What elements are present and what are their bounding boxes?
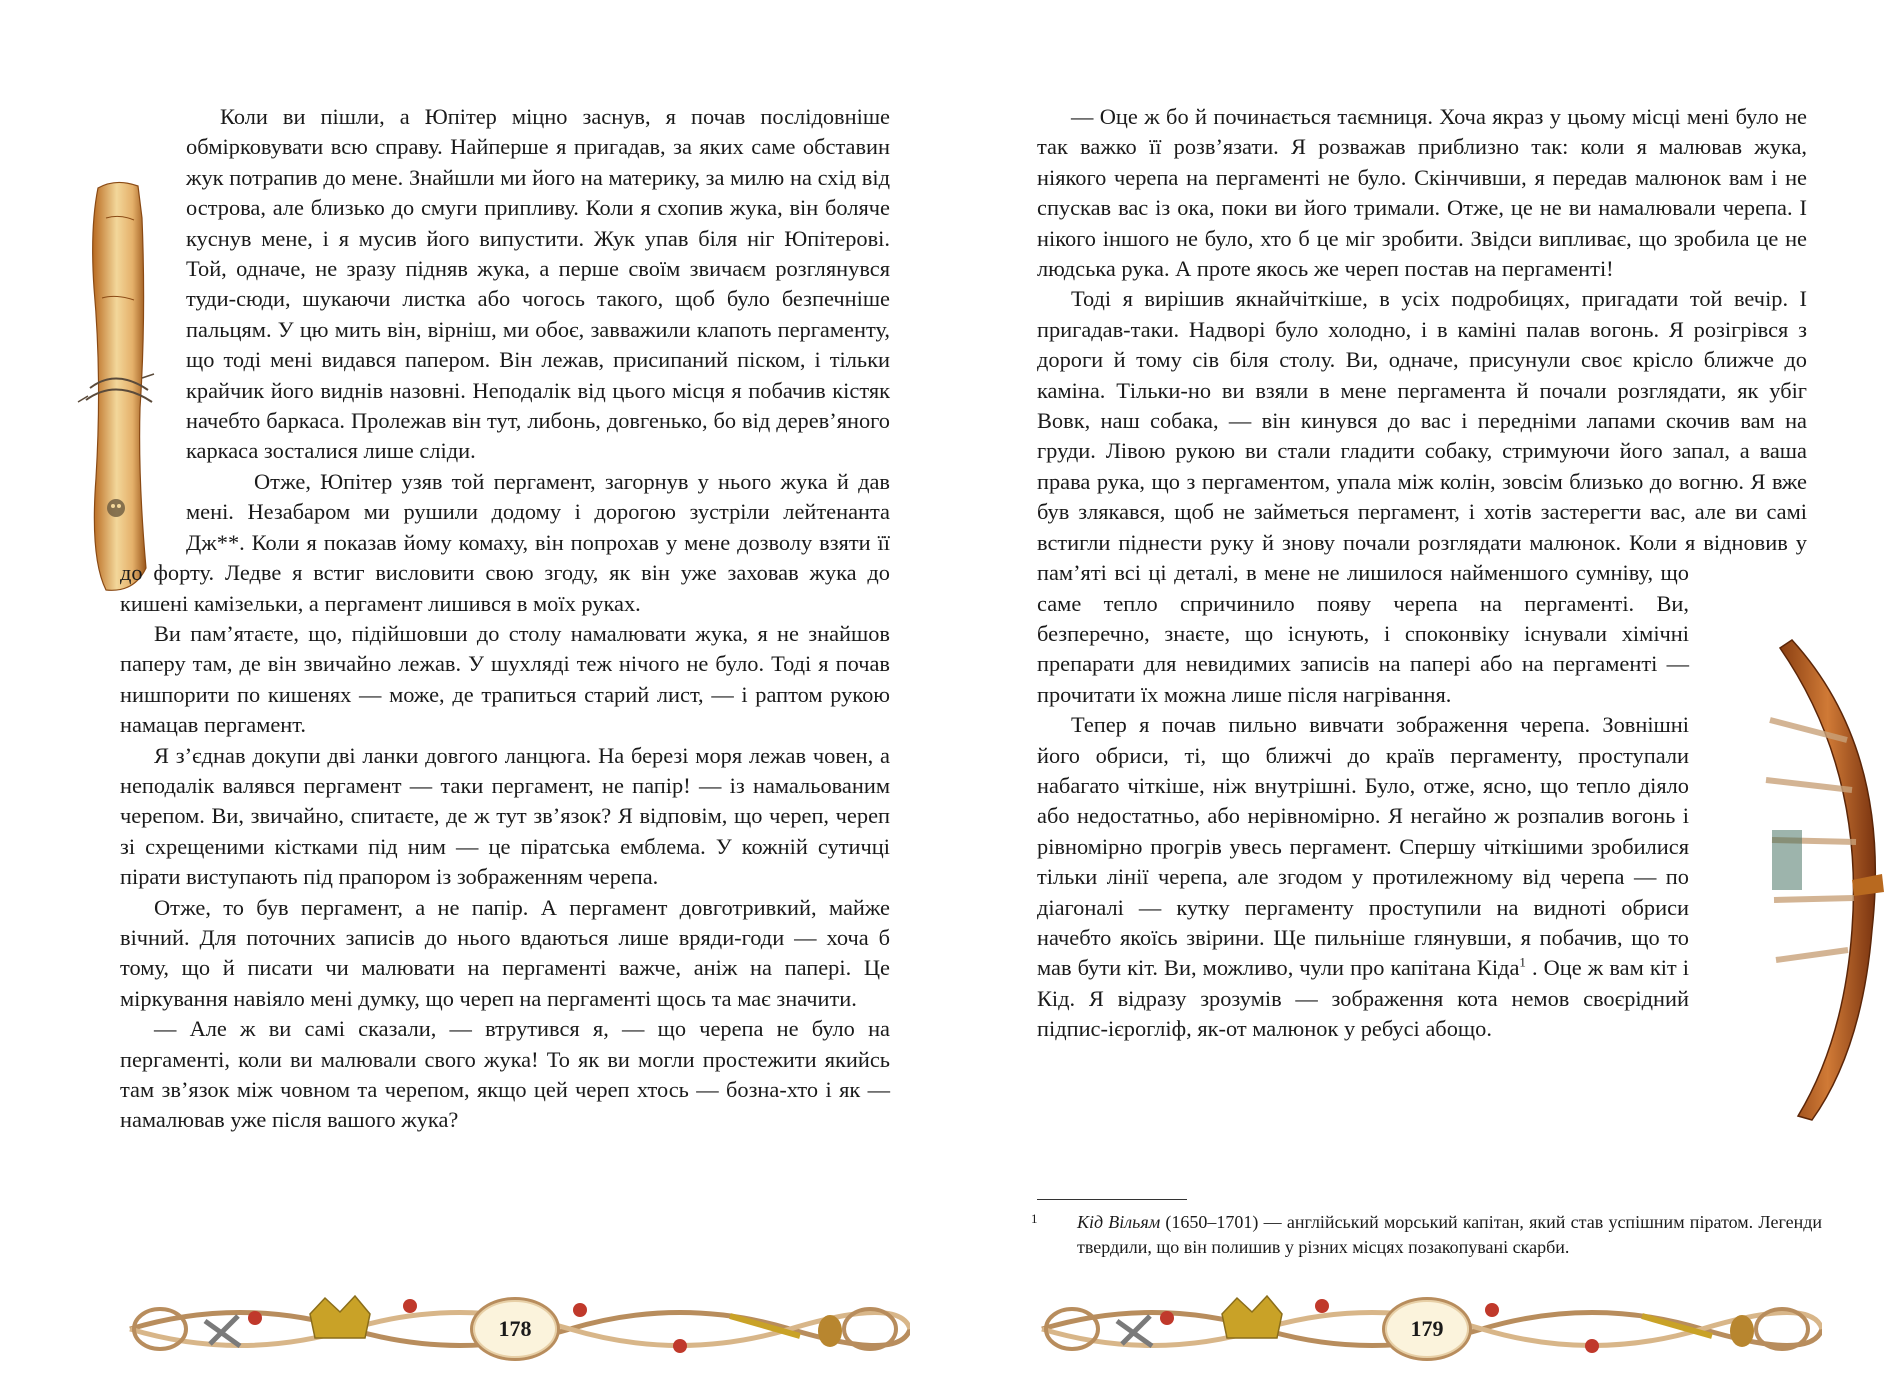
sword-icon	[730, 1316, 800, 1336]
page-number: 179	[1382, 1297, 1472, 1361]
rose-icon	[1485, 1303, 1499, 1317]
footnote-number: 1	[1031, 1211, 1038, 1226]
sword-icon	[1642, 1316, 1712, 1336]
crown-icon	[310, 1296, 370, 1338]
paragraph: Отже, то був пергамент, а не папір. А пергамент довготривкий, майже вічний. Для поточних записів до нього вдаються лише вряди-годи — хоча б тому, що й писати чи малювати на пергаменті важче, аніж на папері. Це міркування навіяло мені думку, що череп на пергаменті щось та має значити.	[120, 894, 890, 1011]
rose-icon	[573, 1303, 587, 1317]
right-page-text	[1037, 102, 1807, 1064]
rose-icon	[1585, 1339, 1599, 1353]
rose-icon	[1315, 1299, 1329, 1313]
crossed-swords-icon	[1117, 1316, 1152, 1346]
paragraph: Коли ви пішли, а Юпітер міцно заснув, я почав послідовніше обмірковувати всю справу. Найперше я пригадав, за яких саме обставин жук потрапив до мене. Знайшли ми його на материку, за милю на схід від острова, але близько до смуги припливу. Коли я схопив жука, він боляче куснув мене, і я мусив його випустити. Жук упав біля ніг Юпітерові. Той, одначе, не зразу підняв жука, а перше своїм звичаєм розглянувся туди-сюди, шукаючи листка або чогось такого, щоб було безпечніше пальцям. У цю мить він, вірніш, ми обоє, завважили клапоть пергаменту, що тоді мені видався папером. Він лежав, присипаний піском, і тільки крайчик його виднів назовні. Неподалік від цього місця я побачив кістяк начебто баркаса. Пролежав він тут, либонь, довгенько, бо від дерев’яного каркаса зосталися лише сліди.	[186, 104, 890, 464]
rose-icon	[673, 1339, 687, 1353]
paragraph: Я з’єднав докупи дві ланки довгого ланцюга. На березі моря лежав човен, а неподалік валявся пергамент — таки пергамент, не папір! — із намальованим черепом. Ви, звичайно, спитаєте, де ж тут зв’язок? Я відповім, що череп, череп зі схрещеними кістками під ним — це піратська емблема. У кожній сутичці пірати виступають під прапором із зображенням черепа.	[120, 742, 890, 890]
rose-icon	[1160, 1311, 1174, 1325]
paragraph: Ви пам’ятаєте, що, підійшовши до столу намалювати жука, я не знайшов паперу там, де він звичайно лежав. У шухляді теж нічого не було. Тоді я почав нишпорити по кишенях — може, де трапиться старий лист, — і раптом рукою намацав пергамент.	[120, 620, 890, 738]
rose-icon	[248, 1311, 262, 1325]
crossed-swords-icon	[205, 1316, 240, 1346]
footnote-divider	[1037, 1199, 1187, 1200]
footnote	[1031, 1210, 1823, 1260]
page-number: 178	[470, 1297, 560, 1361]
paragraph: — Але ж ви самі сказали, — втрутився я, — що черепа не було на пергаменті, коли ви малювали свого жука! То як ви могли простежити якийсь там зв’язок між човном та черепом, якщо цей череп хтось — бозна-хто і як — намалював уже після вашого жука?	[120, 1016, 890, 1133]
footnote-marker: 1	[1519, 954, 1526, 970]
left-page-text	[120, 102, 890, 1136]
decorative-footer	[120, 1286, 910, 1372]
paragraph: Тоді я вирішив якнайчіткіше, в усіх подробицях, пригадати той вечір. І пригадав-таки. Надворі було холодно, і в каміні палав вогонь. Я розігрівся з дороги й тому сів біля столу. Ви, одначе, присунули своє крісло ближче до каміна. Тільки-но ви взяли в мене пергамента й почали розглядати, як убіг Вовк, наш собака, — він кинувся до вас і передніми лапами скочив вам на груди. Лівою рукою ви стали гладити собаку, стримуючи його запал, а ваша права рука, що з пергаментом, упала між колін, зовсім близько до вогню. Я вже був злякався, щоб не займеться пергамент, і хотів застерегти вас, але ви самі встигли піднести руку й знову почали розглядати малюнок. Коли я відновив у пам’яті всі ці деталі, в мене не лишилося найменшого сумніву, що саме тепло спричинило появу черепа на пергаменті. Ви, безперечно, знаєте, що існують, і споконвіку існували хімічні препарати для невидимих записів на папері або на пергаменті — прочитати їх можна лише після нагрівання.	[1037, 286, 1807, 707]
footnote-text: (1650–1701) — англійський морський капітан, який став успішним піратом. Легенди твердили, що він полишив у різних місцях позакопувані скарби.	[1077, 1212, 1823, 1257]
right-page	[952, 0, 1904, 1400]
boat-oar-illustration	[1752, 630, 1902, 1130]
bug-icon	[818, 1315, 842, 1347]
rose-icon	[403, 1299, 417, 1313]
paragraph: Отже, Юпітер узяв той пергамент, загорнув у нього жука й дав мені. Незабаром ми рушили додому і дорогою зустріли лейтенанта Дж**. Коли я показав йому комаху, він попрохав у мене дозволу взяти її до форту. Ледве я встиг висловити свою згоду, як він уже заховав жука до кишені камізельки, а пергамент лишився в моїх руках.	[120, 468, 890, 616]
paragraph: — Оце ж бо й починається таємниця. Хоча якраз у цьому місці мені було не так важко її розв’язати. Я розважав приблизно так: коли я малював жука, ніякого черепа на пергаменті не було. Скінчивши, я передав малюнок вам і не спускав вас із ока, поки ви його тримали. Отже, це не ви намалювали черепа. І нікого іншого не було, хто б це міг зробити. Звідси випливає, що зробила це не людська рука. А проте якось же череп постав на пергаменті!	[1037, 104, 1807, 282]
footnote-name: Кід Вільям	[1077, 1212, 1161, 1232]
decorative-footer	[1032, 1286, 1822, 1372]
bug-icon	[1730, 1315, 1754, 1347]
crown-icon	[1222, 1296, 1282, 1338]
paragraph: Тепер я почав пильно вивчати зображення черепа. Зовнішні його обриси, ті, що ближчі до країв пергаменту, проступали набагато чіткіше, ніж внутрішні. Було, отже, ясно, що тепло діяло або недостатньо, або нерівномірно. Я негайно ж розпалив вогонь і рівномірно прогрів увесь пергамент. Спершу чіткішими зробилися тільки лінії черепа, але згодом у протилежному від черепа — по діагоналі — кутку пергаменту проступили на видноті обриси начебто якоїсь звірини. Ще пильніше глянувши, я побачив, що то мав бути кіт. Ви, можливо, чули про капітана Кіда$^1$ . Оце ж вам кіт і Кід. Я відразу зрозумів — зображення кота немов своєрідний підпис-ієрогліф, як-от малюнок у ребусі абощо.	[1037, 712, 1689, 1042]
